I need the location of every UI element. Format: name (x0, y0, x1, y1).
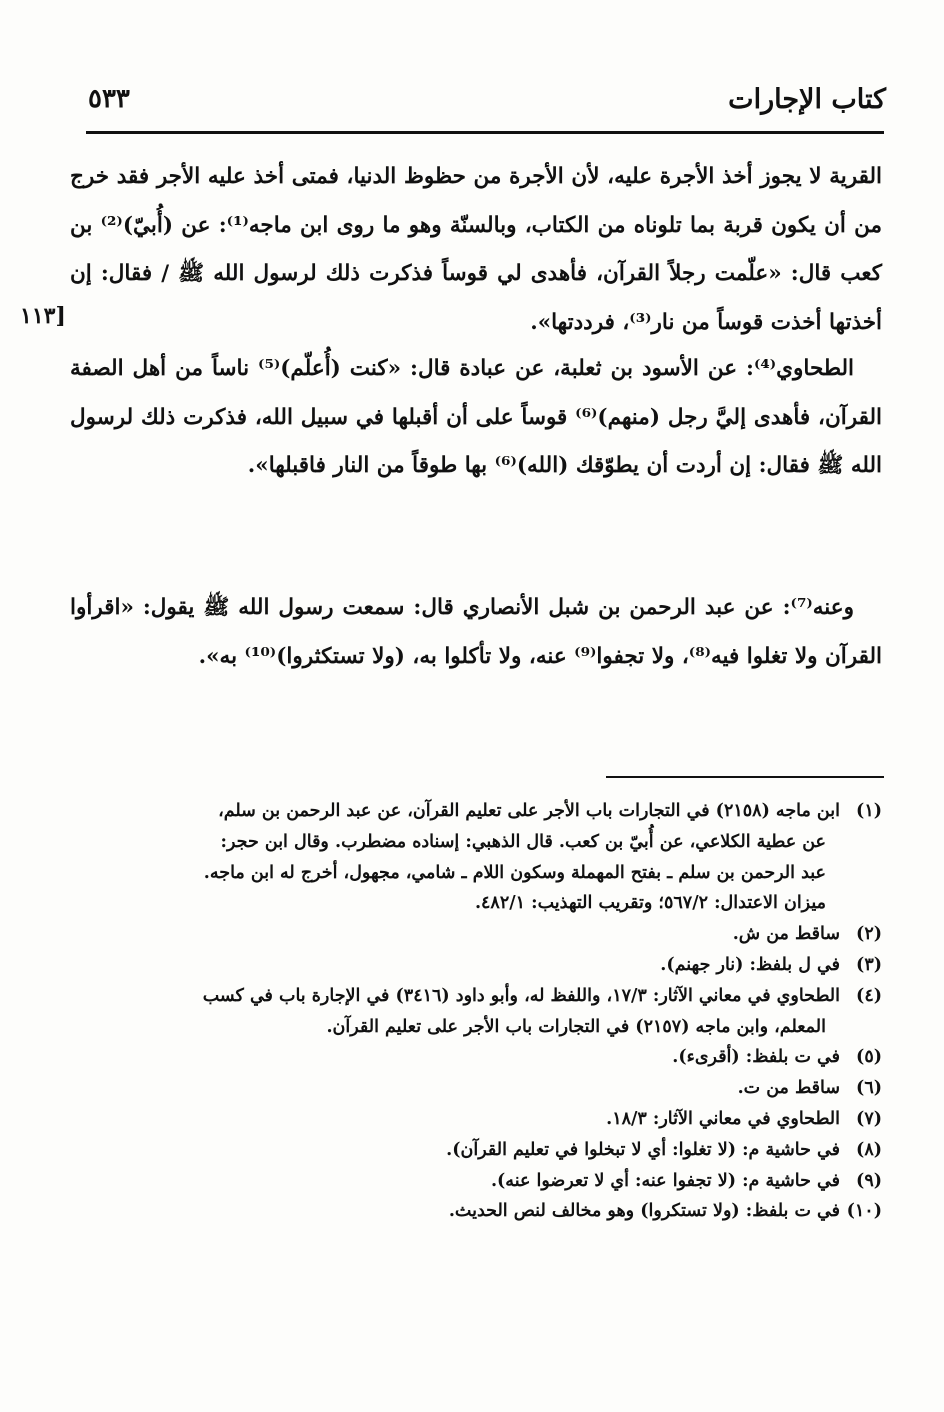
footnote-line: ميزان الاعتدال: ٥٦٧/٢؛ وتقريب التهذيب: ٤٨٢/١. (474, 893, 826, 914)
footnote-line: عبد الرحمن بن سلم ـ بفتح المهملة وسكون اللام ـ شامي، مجهول، أخرج له ابن ماجه. (203, 862, 826, 883)
footnote-line: الطحاوي في معاني الآثار: ١٧/٣، واللفظ له، وأبو داود (٣٤١٦) في الإجارة باب في كسب (202, 985, 840, 1006)
paragraph-1: القرية لا يجوز أخذ الأجرة عليه، لأن الأجرة من حظوظ الدنيا، فمتى أخذ عليه الأجر فقد خرج من أن يكون قربة بما تلوناه من الكتاب، وبالسنّة وهو ما روى ابن ماجه⁽¹⁾: عن (أُبيّ)⁽²⁾ بن كعب قال: «علّمت رجلاً القرآن، فأهدى لي قوساً فذكرت ذلك لرسول الله ﷺ / فقال: إن أخذتها أخذت قوساً من نار⁽³⁾، فرددتها». (70, 164, 882, 335)
footnote-number: (٣) (856, 954, 882, 975)
footnote-6 (70, 1073, 882, 1104)
running-title: كتاب الإجارات (728, 84, 886, 115)
footnote-text: في ت بلفظ: (ولا تستكروا) وهو مخالف لنص الحديث. (448, 1201, 840, 1222)
footnote-2 (70, 919, 882, 950)
footnote-8 (70, 1135, 882, 1166)
footnote-text: في حاشية م: (لا تغلوا: أي لا تبخلوا في تعليم القرآن). (446, 1139, 840, 1160)
page-number: ٥٣٣ (88, 84, 130, 114)
footnote-number: (١) (856, 801, 882, 821)
footnote-3 (70, 950, 882, 981)
footnote-9 (70, 1166, 882, 1197)
footnote-line: المعلم، وابن ماجه (٢١٥٧) في التجارات باب الأجر على تعليم القرآن. (326, 1016, 826, 1037)
footnote-text: في ت بلفظ: (أقرىء). (672, 1047, 840, 1068)
footnote-text (70, 796, 840, 919)
footnote-text: في حاشية م: (لا تجفوا عنه: أي لا تعرضوا عنه). (490, 1170, 840, 1191)
footnote-number: (٥) (856, 1047, 882, 1068)
footnote-text: ساقط من ش. (732, 924, 840, 945)
footnote-5 (70, 1042, 882, 1073)
footnote-7 (70, 1104, 882, 1135)
footnote-1 (70, 796, 882, 919)
footnote-number: (٤) (856, 985, 882, 1006)
footnote-number: (٢) (856, 924, 882, 945)
margin-page-reference: ١١٣] (20, 303, 66, 329)
footnote-number: (٨) (856, 1139, 882, 1160)
footnote-number: (٦) (856, 1078, 882, 1099)
footnote-10 (70, 1196, 882, 1227)
footnote-text: في ل بلفظ: (نار جهنم). (660, 954, 840, 975)
footnote-text: ساقط من ت. (737, 1078, 840, 1099)
footnote-text (70, 981, 840, 1043)
footnote-4 (70, 981, 882, 1043)
footnote-line: ابن ماجه (٢١٥٨) في التجارات باب الأجر على تعليم القرآن، عن عبد الرحمن بن سلم، (218, 801, 840, 821)
footnote-line: عن عطية الكلاعي، عن أُبيّ بن كعب. قال الذهبي: إسناده مضطرب. وقال ابن حجر: (220, 831, 826, 852)
footnote-text: الطحاوي في معاني الآثار: ١٨/٣. (606, 1108, 840, 1129)
footnotes (70, 796, 882, 1227)
footnote-separator (606, 776, 884, 778)
footnote-number: (٩) (856, 1170, 882, 1191)
footnote-number: (١٠) (846, 1201, 882, 1222)
paragraph-3: وعنه⁽⁷⁾: عن عبد الرحمن بن شبل الأنصاري قال: سمعت رسول الله ﷺ يقول: «اقرأوا القرآن ولا تغلوا فيه⁽⁸⁾، ولا تجفوا⁽⁹⁾ عنه، ولا تأكلوا به، (ولا تستكثروا)⁽¹⁰⁾ به». (70, 595, 882, 669)
header-rule (86, 131, 884, 134)
footnote-number: (٧) (856, 1108, 882, 1129)
paragraph-2: الطحاوي⁽⁴⁾: عن الأسود بن ثعلبة، عن عبادة قال: «كنت (أُعلّم)⁽⁵⁾ ناساً من أهل الصفة القرآن، فأهدى إليَّ رجل (منهم)⁽⁶⁾ قوساً على أن أقبلها في سبيل الله، فذكرت ذلك لرسول الله ﷺ فقال: إن أردت أن يطوّقك (الله)⁽⁶⁾ بها طوقاً من النار فاقبلها». (70, 356, 882, 478)
